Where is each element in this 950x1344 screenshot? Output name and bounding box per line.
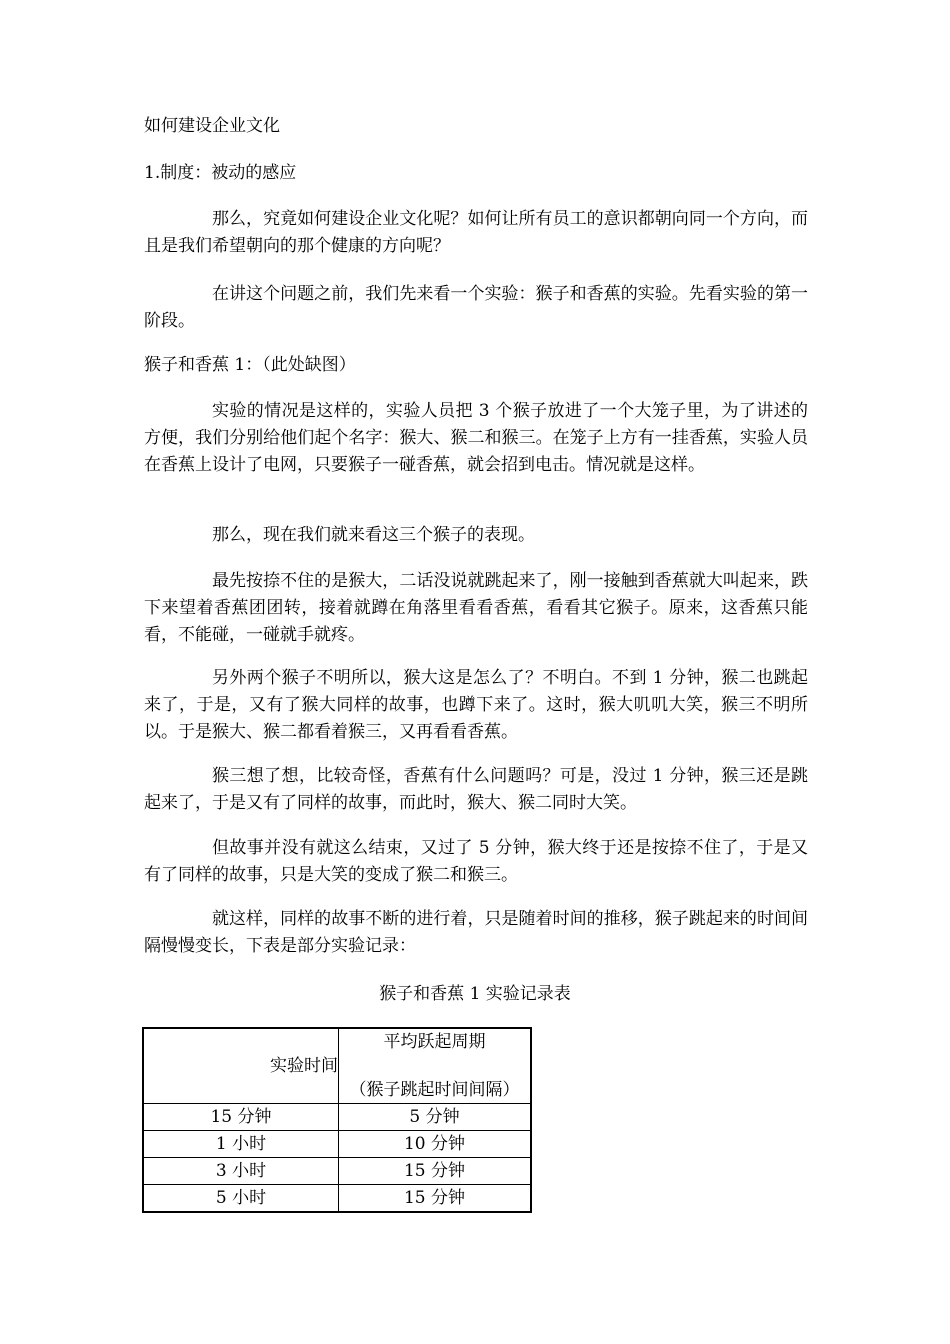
- table-row: [143, 1185, 531, 1213]
- cell-time: 3 小时: [143, 1158, 339, 1185]
- table-row: [143, 1104, 531, 1131]
- cell-time: 5 小时: [143, 1185, 339, 1213]
- paragraph: 那么，现在我们就来看这三个猴子的表现。: [212, 525, 535, 545]
- table-row: [143, 1158, 531, 1185]
- table-row: [143, 1131, 531, 1158]
- header-period: [339, 1028, 532, 1104]
- cell-time: 1 小时: [143, 1131, 339, 1158]
- table-caption: 猴子和香蕉 1 实验记录表: [379, 984, 571, 1004]
- paragraph: 在讲这个问题之前，我们先来看一个实验：猴子和香蕉的实验。先看实验的第一阶段。: [144, 284, 808, 331]
- header-time: [143, 1028, 339, 1104]
- table-header-row: [143, 1028, 531, 1104]
- header-time-label: 实验时间: [270, 1056, 338, 1076]
- paragraph: 猴三想了想，比较奇怪，香蕉有什么问题吗？可是，没过 1 分钟，猴三还是跳起来了，于是又有了同样的故事，而此时，猴大、猴二同时大笑。: [144, 766, 808, 813]
- paragraph: 那么，究竟如何建设企业文化呢？如何让所有员工的意识都朝向同一个方向，而且是我们希望朝向的那个健康的方向呢？: [144, 209, 808, 256]
- experiment-record-table: [142, 1027, 532, 1213]
- cell-period: 10 分钟: [339, 1131, 532, 1158]
- document-title: 如何建设企业文化: [144, 116, 280, 136]
- paragraph: 就这样，同样的故事不断的进行着，只是随着时间的推移，猴子跳起来的时间间隔慢慢变长，下表是部分实验记录：: [144, 909, 808, 956]
- paragraph: 实验的情况是这样的，实验人员把 3 个猴子放进了一个大笼子里，为了讲述的方便，我们分别给他们起个名字：猴大、猴二和猴三。在笼子上方有一挂香蕉，实验人员在香蕉上设计了电网，只要猴子一碰香蕉，就会招到电击。情况就是这样。: [144, 401, 808, 475]
- paragraph: 最先按捺不住的是猴大，二话没说就跳起来了，刚一接触到香蕉就大叫起来，跌下来望着香蕉团团转，接着就蹲在角落里看看香蕉，看看其它猴子。原来，这香蕉只能看，不能碰，一碰就手就疼。: [144, 571, 808, 645]
- cell-period: 15 分钟: [339, 1185, 532, 1213]
- cell-time: 15 分钟: [143, 1104, 339, 1131]
- cell-period: 15 分钟: [339, 1158, 532, 1185]
- figure-note: 猴子和香蕉 1：（此处缺图）: [144, 355, 356, 375]
- header-period-label: 平均跃起周期: [383, 1032, 486, 1052]
- section-heading: 1.制度：被动的感应: [144, 163, 297, 183]
- paragraph: 但故事并没有就这么结束，又过了 5 分钟，猴大终于还是按捺不住了，于是又有了同样的故事，只是大笑的变成了猴二和猴三。: [144, 838, 808, 885]
- header-period-sublabel: （猴子跳起时间间隔）: [349, 1080, 520, 1100]
- cell-period: 5 分钟: [339, 1104, 532, 1131]
- paragraph: 另外两个猴子不明所以，猴大这是怎么了？不明白。不到 1 分钟，猴二也跳起来了，于是，又有了猴大同样的故事，也蹲下来了。这时，猴大叽叽大笑，猴三不明所以。于是猴大、猴二都看着猴三，又再看看香蕉。: [144, 668, 808, 742]
